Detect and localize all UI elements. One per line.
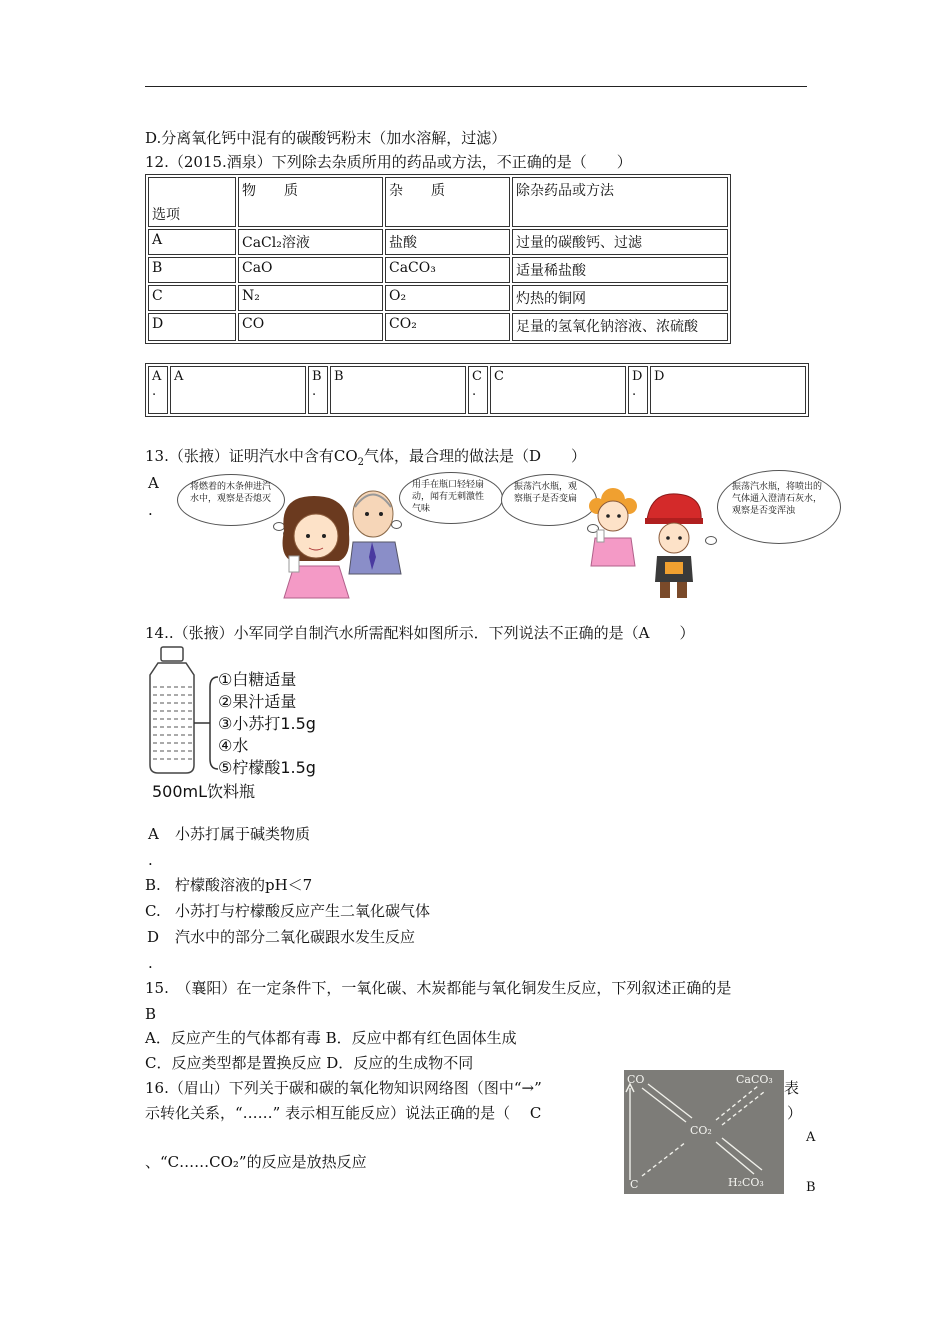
speech-bubble: 将燃着的木条伸进汽水中，观察是否熄灭 — [177, 474, 285, 526]
table-cell: 灼热的铜网 — [512, 285, 728, 311]
question-16-line1: 16.（眉山）下列关于碳和碳的氧化物知识网络图（图中“→” — [145, 1079, 542, 1097]
q13-option-label: A — [148, 474, 159, 492]
table-cell: B — [148, 257, 236, 283]
q14-option-c: 小苏打与柠檬酸反应产生二氧化碳气体 — [175, 902, 431, 920]
question-16-line1-end: 表 — [784, 1079, 800, 1097]
q14-option-a: 小苏打属于碱类物质 — [175, 825, 311, 843]
question-15-options-ab: A．反应产生的气体都有毒 B．反应中都有红色固体生成 — [145, 1029, 517, 1047]
table-cell: CaCl₂溶液 — [238, 229, 383, 255]
bottle-icon — [144, 645, 224, 777]
table-cell: 过量的碳酸钙、过滤 — [512, 229, 728, 255]
answer-cell-b: B — [330, 366, 466, 414]
q14-option-d: 汽水中的部分二氧化碳跟水发生反应 — [175, 928, 416, 946]
speech-bubble: 振荡汽水瓶，将喷出的气体通入澄清石灰水，观察是否变浑浊 — [717, 470, 841, 544]
girl-figure-2 — [583, 482, 643, 582]
table-row — [148, 313, 728, 341]
speech-bubble: 振荡汽水瓶，观察瓶子是否变扁 — [501, 474, 597, 526]
question-16-side-a: A — [806, 1130, 816, 1145]
header-impurity: 杂 质 — [385, 177, 510, 227]
diagram-node-c: C — [630, 1178, 639, 1191]
answer-cell-d: D — [650, 366, 806, 414]
man-figure — [341, 482, 411, 582]
q14-option-d-dot: . — [148, 954, 153, 972]
ingredient-item: ③小苏打1.5g — [218, 714, 316, 733]
header-substance: 物 质 — [238, 177, 383, 227]
question-15-answer: B — [145, 1005, 157, 1023]
diagram-node-co: CO — [627, 1073, 645, 1086]
table-cell: CaCO₃ — [385, 257, 510, 283]
answer-cell-c: C — [490, 366, 626, 414]
diagram-node-caco3: CaCO₃ — [736, 1073, 773, 1086]
question-16-line3: 、“C……CO₂”的反应是放热反应 — [145, 1153, 367, 1171]
q14-option-c-letter: C. — [145, 902, 161, 920]
ingredient-item: ④水 — [218, 736, 249, 755]
question-15-options-cd: C．反应类型都是置换反应 D．反应的生成物不同 — [145, 1054, 474, 1072]
boy-figure — [643, 492, 705, 604]
question-14-stem: 14..（张掖）小军同学自制汽水所需配料如图所示．下列说法不正确的是（A ） — [145, 624, 695, 642]
q13-cartoon — [145, 468, 845, 603]
answer-letter-d: D . — [628, 366, 648, 414]
q14-option-a-dot: . — [148, 851, 153, 869]
q14-option-b: 柠檬酸溶液的pH＜7 — [175, 876, 313, 894]
ingredient-item: ⑤柠檬酸1.5g — [218, 758, 316, 777]
q13-option-dot: . — [148, 501, 153, 519]
question-13-stem: 13.（张掖）证明汽水中含有$CO_2$气体，最合理的做法是（D ） — [145, 447, 587, 468]
ingredient-item: ①白糖适量 — [218, 670, 297, 689]
question-12-table — [145, 174, 731, 344]
table-cell: 适量稀盐酸 — [512, 257, 728, 283]
diagram-node-co2: CO₂ — [690, 1124, 712, 1137]
table-row — [148, 229, 728, 255]
answer-cell-a: A — [170, 366, 306, 414]
q14-option-d-letter: D — [147, 928, 160, 946]
table-cell: CaO — [238, 257, 383, 283]
header-rule — [145, 86, 807, 87]
ingredient-item: ②果汁适量 — [218, 692, 297, 711]
answer-choice-table — [145, 363, 809, 417]
table-cell: 盐酸 — [385, 229, 510, 255]
header-method: 除杂药品或方法 — [512, 177, 728, 227]
answer-letter-b: B . — [308, 366, 328, 414]
table-row — [148, 285, 728, 311]
table-cell: CO — [238, 313, 383, 341]
question-16-line2: 示转化关系，“……” 表示相互能反应）说法正确的是（ C — [145, 1104, 542, 1122]
option-d-line: D.分离氧化钙中混有的碳酸钙粉末（加水溶解，过滤） — [145, 129, 507, 147]
table-row — [148, 257, 728, 283]
carbon-network-diagram — [624, 1070, 784, 1194]
question-15-stem: 15. （襄阳）在一定条件下，一氧化碳、木炭都能与氧化铜发生反应，下列叙述正确的是 — [145, 979, 732, 997]
header-option: 选项 — [148, 177, 236, 227]
table-cell: N₂ — [238, 285, 383, 311]
table-cell: CO₂ — [385, 313, 510, 341]
q14-option-b-letter: B. — [145, 876, 161, 894]
answer-letter-a: A . — [148, 366, 168, 414]
q14-option-a-letter: A — [148, 825, 159, 843]
table-cell: C — [148, 285, 236, 311]
bottle-label: 500mL饮料瓶 — [152, 782, 256, 801]
table-cell: D — [148, 313, 236, 341]
diagram-node-h2co3: H₂CO₃ — [728, 1176, 764, 1189]
bubble-tail — [705, 536, 717, 545]
question-16-side-b: B — [806, 1180, 816, 1195]
question-16-line2-end: ） — [787, 1104, 803, 1122]
speech-bubble: 用手在瓶口轻轻扇动，闻有无刺激性气味 — [399, 472, 503, 524]
table-cell: A — [148, 229, 236, 255]
question-12-stem: 12.（2015.酒泉）下列除去杂质所用的药品或方法，不正确的是（ ） — [145, 153, 632, 171]
table-cell: O₂ — [385, 285, 510, 311]
answer-letter-c: C . — [468, 366, 488, 414]
table-cell: 足量的氢氧化钠溶液、浓硫酸 — [512, 313, 728, 341]
